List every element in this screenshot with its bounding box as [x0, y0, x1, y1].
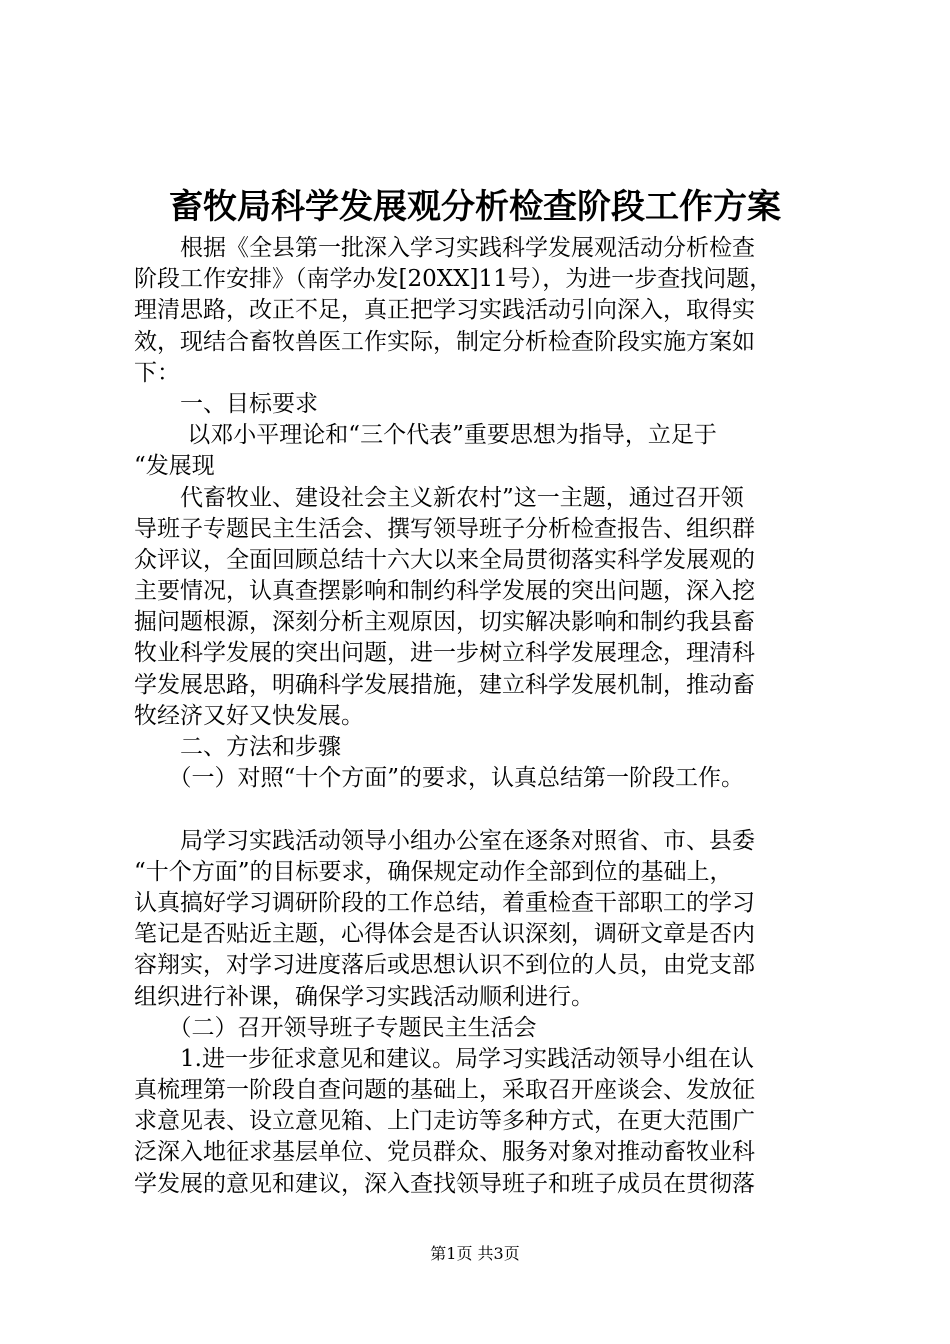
- body-line: 真梳理第一阶段自查问题的基础上，采取召开座谈会、发放征: [134, 1077, 755, 1104]
- body-line: 效，现结合畜牧兽医工作实际，制定分析检查阶段实施方案如: [134, 328, 755, 355]
- body-line: 学发展思路，明确科学发展措施，建立科学发展机制，推动畜: [134, 671, 755, 698]
- document-title: 畜牧局科学发展观分析检查阶段工作方案: [169, 187, 781, 227]
- body-line: 掘问题根源，深刻分析主观原因，切实解决影响和制约我县畜: [134, 609, 755, 636]
- body-line: 下：: [134, 359, 180, 386]
- body-line: 牧经济又好又快发展。: [134, 702, 364, 729]
- body-line: 导班子专题民主生活会、撰写领导班子分析检查报告、组织群: [134, 515, 755, 542]
- body-line: 根据《全县第一批深入学习实践科学发展观活动分析检查: [134, 235, 755, 261]
- body-line: 代畜牧业、建设社会主义新农村”这一主题，通过召开领: [134, 484, 744, 511]
- body-line: 容翔实，对学习进度落后或思想认识不到位的人员，由党支部: [134, 952, 755, 979]
- body-line: 局学习实践活动领导小组办公室在逐条对照省、市、县委: [134, 827, 755, 854]
- blank-line: [134, 794, 834, 825]
- body-line: 以邓小平理论和“三个代表”重要思想为指导，立足于: [134, 422, 717, 449]
- body-line: 求意见表、设立意见箱、上门走访等多种方式，在更大范围广: [134, 1108, 755, 1135]
- body-line: 笔记是否贴近主题，心得体会是否认识深刻，调研文章是否内: [134, 921, 755, 948]
- subsection-heading: （二）召开领导班子专题民主生活会: [134, 1014, 537, 1041]
- subsection-heading: （一）对照“十个方面”的要求，认真总结第一阶段工作。: [134, 765, 745, 792]
- body-line: 主要情况，认真查摆影响和制约科学发展的突出问题，深入挖: [134, 578, 755, 605]
- section-heading: 一、目标要求: [134, 390, 318, 417]
- body-line: 牧业科学发展的突出问题，进一步树立科学发展理念，理清科: [134, 640, 755, 667]
- body-line: “发展现: [134, 453, 215, 480]
- page-number-footer: 第1页 共3页: [430, 1244, 520, 1263]
- body-line: 阶段工作安排》（南学办发[20XX]11号），为进一步查找问题，: [134, 266, 773, 293]
- body-line: 组织进行补课，确保学习实践活动顺利进行。: [134, 983, 594, 1010]
- body-line: 众评议，全面回顾总结十六大以来全局贯彻落实科学发展观的: [134, 546, 755, 573]
- body-line: 1.进一步征求意见和建议。局学习实践活动领导小组在认: [134, 1045, 754, 1072]
- section-heading: 二、方法和步骤: [134, 734, 341, 760]
- body-line: 泛深入地征求基层单位、党员群众、服务对象对推动畜牧业科: [134, 1139, 755, 1166]
- body-line: 认真搞好学习调研阶段的工作总结，着重检查干部职工的学习: [134, 889, 755, 916]
- body-line: “十个方面”的目标要求，确保规定动作全部到位的基础上，: [134, 858, 733, 885]
- body-line: 理清思路，改正不足，真正把学习实践活动引向深入，取得实: [134, 297, 755, 324]
- body-line: 学发展的意见和建议，深入查找领导班子和班子成员在贯彻落: [134, 1170, 755, 1197]
- document-body: [134, 233, 834, 1200]
